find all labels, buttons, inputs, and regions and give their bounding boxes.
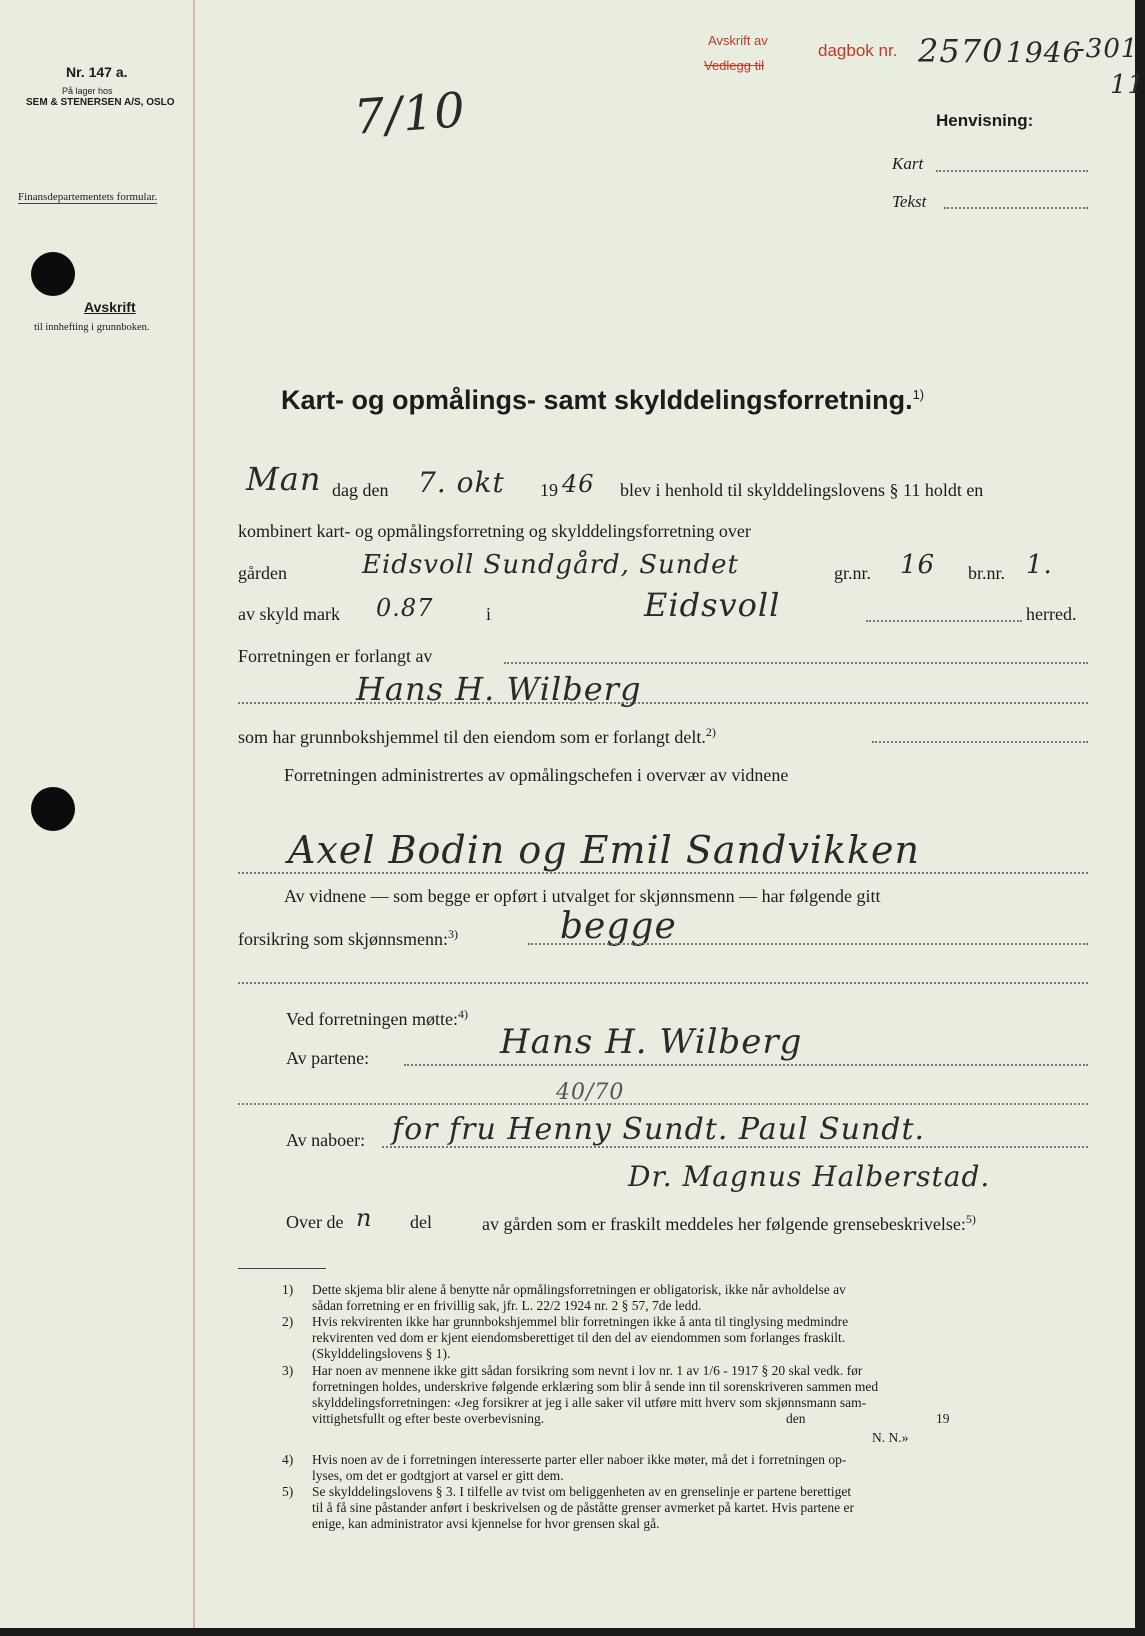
i-label: i — [486, 604, 492, 624]
partene-line-2 — [238, 1103, 1088, 1105]
partene-label: Av partene: — [286, 1048, 370, 1068]
henvisning-kart: Kart — [892, 154, 924, 173]
title-note: 1) — [912, 387, 925, 402]
footnote-1-mark: 1) — [282, 1282, 294, 1297]
motte-note: 4) — [457, 1007, 468, 1021]
forlangt-label: Forretningen er forlangt av — [238, 646, 433, 666]
avskrift-title: Avskrift — [84, 299, 136, 315]
footnote-3-nn: N. N.» — [872, 1430, 909, 1445]
herred-handwritten: Eidsvoll — [644, 586, 781, 624]
witnesses-line — [238, 872, 1088, 874]
date-handwritten: 7. okt — [418, 466, 505, 499]
footnote-4-line2: lyses, om det er godtgjort at varsel er gitt dem. — [312, 1468, 564, 1483]
skyld-label: av skyld mark — [238, 604, 340, 624]
requester-handwritten: Hans H. Wilberg — [356, 670, 642, 708]
grense-note: 5) — [965, 1212, 976, 1226]
hjemmel-line — [872, 741, 1088, 743]
footnote-1-line1: Dette skjema blir alene å benytte når opmålingsforretningen er obligatorisk, ikke når avholdelse av — [312, 1282, 846, 1297]
avskrift-subtitle: til innhefting i grunnboken. — [34, 322, 150, 333]
naboer-label: Av naboer: — [286, 1130, 366, 1150]
grnr-handwritten: 16 — [900, 550, 936, 580]
footnote-2-line3: (Skylddelingslovens § 1). — [312, 1346, 451, 1361]
footnote-4-line1: Hvis noen av de i forretningen interesserte parter eller naboer ikke møter, må det i forretningen op- — [312, 1452, 847, 1467]
footnote-3-line4: vittighetsfullt og efter beste overbevisning. — [312, 1411, 545, 1426]
requester-line — [238, 702, 1088, 704]
weekday-handwritten: Man — [246, 460, 322, 498]
herred-label: herred. — [1026, 604, 1077, 624]
grnr-label: gr.nr. — [834, 563, 872, 583]
margin-rule — [193, 0, 195, 1628]
footnote-2-line1: Hvis rekvirenten ikke har grunnbokshjemmel blir forretningen ikke å anta til tinglysing medmindre — [312, 1314, 849, 1329]
stamp-line1: Avskrift av — [708, 33, 768, 48]
footnote-5-mark: 5) — [282, 1484, 294, 1499]
forsikring-line — [528, 943, 1088, 945]
stamp-line2: Vedlegg til — [704, 58, 764, 73]
year-handwritten: 46 — [562, 470, 595, 498]
tekst-line — [944, 207, 1088, 209]
footnote-1-line2: sådan forretning er en frivillig sak, jfr. L. 22/2 1924 nr. 2 § 57, 7de ledd. — [312, 1298, 702, 1313]
kart-line — [936, 170, 1088, 172]
publisher-line1: På lager hos — [62, 86, 113, 96]
forsikring-text — [238, 927, 458, 950]
vidnene-text: Av vidnene — som begge er opført i utvalget for skjønnsmenn — har følgende gitt — [284, 886, 881, 906]
publisher-line2: SEM & STENERSEN A/S, OSLO — [26, 97, 175, 108]
herred-line — [866, 620, 1022, 622]
footnote-3-year: 19 — [936, 1411, 950, 1426]
motte-text — [286, 1007, 468, 1030]
year-prefix: 19 — [540, 480, 558, 500]
naboer-line — [382, 1146, 1088, 1148]
punch-hole-middle — [31, 787, 75, 831]
partene-line — [404, 1064, 1088, 1066]
forsikring-line-2 — [238, 982, 1088, 984]
henvisning-tekst: Tekst — [892, 192, 927, 211]
footnote-5-line2: til å få sine påstander anført i beskrivelsen og de påståtte grenser avmerket på kartet. Hvis partene er — [312, 1500, 855, 1515]
brnr-label: br.nr. — [968, 563, 1006, 583]
naboer-handwritten-1: for fru Henny Sundt. Paul Sundt. — [392, 1112, 926, 1147]
forsikring-handwritten: begge — [560, 906, 677, 947]
stamp-extra: -301 — [1076, 34, 1139, 64]
skyld-handwritten: 0.87 — [376, 594, 434, 622]
forsikring-note: 3) — [448, 927, 458, 941]
administrert-text: Forretningen administrertes av opmålingschefen i overvær av vidnene — [284, 765, 789, 785]
stamp-number: 2570 — [918, 32, 1004, 70]
footnote-5-line1: Se skylddelingslovens § 3. I tilfelle av tvist om beliggenheten av en grenselinje er partene berettiget — [312, 1484, 852, 1499]
footnote-2-line2: rekvirenten ved dom er kjent eiendomsberettiget til den del av eiendommen som forlanges fraskilt. — [312, 1330, 846, 1345]
footnote-5-line3: enige, kan administrator avsi kjennelse for hvor grensen skal gå. — [312, 1516, 660, 1531]
naboer-handwritten-2: Dr. Magnus Halberstad. — [628, 1160, 991, 1193]
document-title — [281, 385, 924, 416]
handwritten-date-mark: 7/10 — [352, 82, 468, 146]
footnote-rule — [238, 1268, 326, 1269]
brnr-handwritten: 1. — [1026, 550, 1053, 580]
punch-hole-top — [31, 252, 75, 296]
footnote-3-line3: skylddelingsforretningen: «Jeg forsikrer at jeg i alle saker vil utføre mitt hverv som skjønnsmann sam- — [312, 1395, 867, 1410]
margin-handwritten: 40/70 — [556, 1080, 625, 1105]
forlangt-line — [504, 662, 1088, 664]
henvisning-label: Henvisning: — [936, 111, 1034, 130]
garden-handwritten: Eidsvoll Sundgård, Sundet — [362, 550, 739, 580]
line2: kombinert kart- og opmålingsforretning og skylddelingsforretning over — [238, 521, 751, 541]
grense-text — [482, 1212, 976, 1235]
footnote-2-mark: 2) — [282, 1314, 294, 1329]
footnote-3-mark: 3) — [282, 1363, 294, 1378]
title-text: Kart- og opmålings- samt skylddelingsforretning. — [281, 385, 913, 415]
stamp-dagbok: dagbok nr. — [818, 41, 898, 60]
footnote-4-mark: 4) — [282, 1452, 294, 1467]
grense-label: av gården som er fraskilt meddeles her følgende grensebeskrivelse: — [482, 1214, 966, 1234]
hjemmel-note: 2) — [705, 725, 716, 739]
stamp-year: 1946 — [1006, 36, 1082, 69]
line1-a: dag den — [332, 480, 389, 500]
form-number: Nr. 147 a. — [66, 64, 128, 80]
department-label: Finansdepartementets formular. — [18, 191, 158, 203]
motte-label: Ved forretningen møtte: — [286, 1009, 458, 1029]
partene-handwritten: Hans H. Wilberg — [500, 1022, 803, 1062]
del-label: del — [410, 1212, 432, 1232]
stamp-page-marker: 11 — [1110, 70, 1145, 100]
over-de-label: Over de — [286, 1212, 344, 1232]
witnesses-handwritten: Axel Bodin og Emil Sandvikken — [288, 828, 920, 872]
hjemmel-label: som har grunnbokshjemmel til den eiendom som er forlangt delt. — [238, 727, 706, 747]
footnote-3-den: den — [786, 1411, 806, 1426]
line1-b: blev i henhold til skylddelingslovens § 11 holdt en — [620, 480, 984, 500]
footnote-3-line2: forretningen holdes, underskrive følgende erklæring som blir å sende inn til sorenskriveren sammen med — [312, 1379, 879, 1394]
garden-label: gården — [238, 563, 287, 583]
forsikring-label: forsikring som skjønnsmenn: — [238, 929, 448, 949]
footnote-3-line1: Har noen av mennene ikke gitt sådan forsikring som nevnt i lov nr. 1 av 1/6 - 1917 § 20 skal vedk. før — [312, 1363, 863, 1378]
over-handwritten: n — [356, 1204, 373, 1232]
hjemmel-text — [238, 725, 716, 748]
